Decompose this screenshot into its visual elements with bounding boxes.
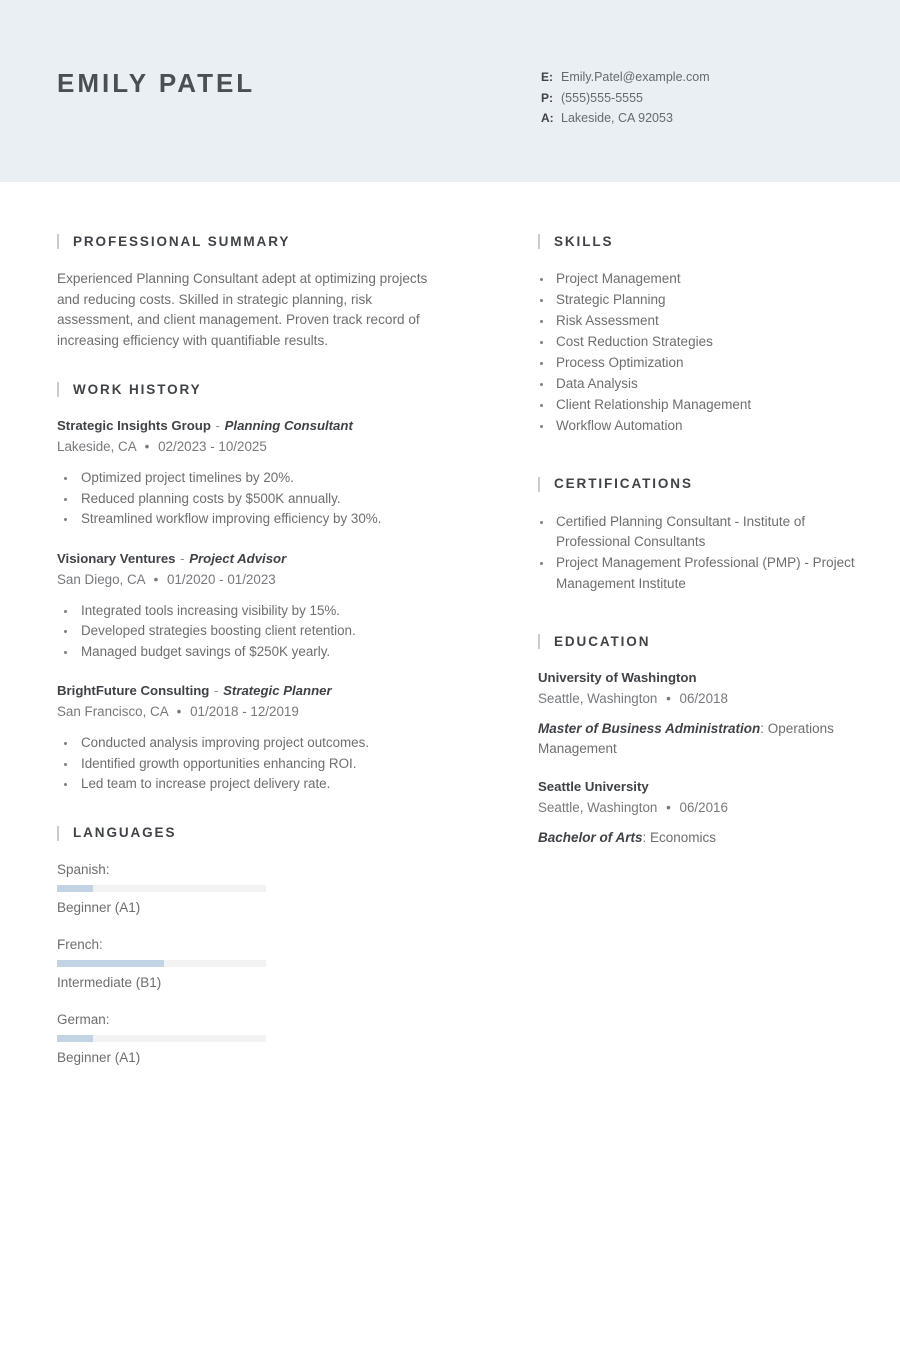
- education-item: [538, 669, 858, 759]
- list-item: Project Management Professional (PMP) - Project Management Institute: [538, 553, 858, 594]
- language-level: Beginner (A1): [57, 1049, 141, 1065]
- section-languages: [57, 826, 443, 1086]
- contact-label-email: E:: [541, 70, 553, 84]
- list-item: Developed strategies boosting client retention.: [57, 621, 443, 642]
- language-name: Spanish:: [57, 861, 110, 877]
- list-item: Identified growth opportunities enhancing ROI.: [57, 754, 443, 775]
- education-degree-line: [538, 719, 858, 759]
- list-item: Integrated tools increasing visibility by 15%.: [57, 601, 443, 622]
- candidate-name-block: [57, 70, 255, 96]
- section-certifications: [538, 477, 858, 595]
- list-item: Workflow Automation: [538, 416, 858, 437]
- job-bullet-list: [57, 468, 443, 530]
- bullet-separator-icon: •: [666, 800, 671, 815]
- contact-value-email[interactable]: Emily.Patel@example.com: [561, 70, 710, 84]
- list-item: Strategic Planning: [538, 290, 858, 311]
- section-title-work-history: WORK HISTORY: [73, 381, 202, 397]
- list-item: Process Optimization: [538, 353, 858, 374]
- contact-value-phone[interactable]: (555)555-5555: [561, 90, 644, 105]
- work-history-item: [57, 417, 443, 530]
- resume-header: [0, 0, 900, 182]
- job-company: BrightFuture Consulting: [57, 683, 210, 698]
- education-meta: [538, 798, 858, 817]
- accent-bar-icon: [57, 826, 59, 841]
- education-field: : Economics: [642, 830, 717, 845]
- accent-bar-icon: [57, 382, 59, 397]
- education-date: 06/2016: [679, 800, 728, 815]
- list-item: Managed budget savings of $250K yearly.: [57, 642, 443, 663]
- job-dates: 01/2018 - 12/2019: [190, 704, 299, 719]
- contact-row-phone: [541, 91, 710, 105]
- language-progress-fill: [57, 1035, 93, 1042]
- accent-bar-icon: [538, 477, 540, 492]
- job-meta: [57, 437, 443, 456]
- list-item: Reduced planning costs by $500K annually.: [57, 489, 443, 510]
- education-meta: [538, 689, 858, 708]
- section-work-history: [57, 382, 443, 795]
- job-title-line: [57, 550, 443, 568]
- accent-bar-icon: [538, 634, 540, 649]
- list-item: Conducted analysis improving project outcomes.: [57, 733, 443, 754]
- list-item: Certified Planning Consultant - Institute of Professional Consultants: [538, 512, 858, 553]
- contact-value-address: Lakeside, CA 92053: [561, 111, 673, 125]
- job-bullet-list: [57, 601, 443, 663]
- contact-row-email: [541, 70, 710, 84]
- section-professional-summary: [57, 234, 443, 351]
- work-history-item: [57, 550, 443, 663]
- list-item: Streamlined workflow improving efficiency by 30%.: [57, 509, 443, 530]
- section-title-education: EDUCATION: [554, 633, 651, 649]
- language-progress-track: [57, 960, 266, 967]
- section-heading-education: [538, 634, 858, 649]
- language-item-french: [57, 936, 285, 992]
- bullet-separator-icon: •: [144, 439, 150, 454]
- language-level: Intermediate (B1): [57, 974, 162, 990]
- list-item: Cost Reduction Strategies: [538, 332, 858, 353]
- job-company: Strategic Insights Group: [57, 418, 211, 433]
- language-name: French:: [57, 936, 103, 952]
- education-item: [538, 778, 858, 848]
- section-heading-skills: [538, 234, 858, 249]
- language-progress-fill: [57, 960, 164, 967]
- language-item-spanish: [57, 861, 285, 917]
- list-item: Data Analysis: [538, 374, 858, 395]
- list-item: Optimized project timelines by 20%.: [57, 468, 443, 489]
- accent-bar-icon: [538, 234, 540, 249]
- section-title-summary: PROFESSIONAL SUMMARY: [73, 233, 291, 249]
- bullet-separator-icon: •: [666, 691, 671, 706]
- job-role: Strategic Planner: [223, 683, 332, 698]
- section-title-certifications: CERTIFICATIONS: [554, 476, 693, 492]
- skills-list: [538, 269, 858, 437]
- contact-row-address: [541, 111, 710, 125]
- education-field: : Operations Management: [538, 721, 834, 756]
- contact-label-phone: P:: [541, 90, 553, 105]
- job-meta: [57, 702, 443, 721]
- certifications-list: [538, 512, 858, 595]
- job-bullet-list: [57, 733, 443, 795]
- work-history-item: [57, 682, 443, 795]
- left-column: [0, 182, 443, 1117]
- summary-text: Experienced Planning Consultant adept at optimizing projects and reducing costs. Skilled in strategic planning, risk assessment, and client management. Proven track record of increasing efficiency with quantifiable results.: [57, 271, 428, 348]
- job-dates: 01/2020 - 01/2023: [167, 571, 276, 587]
- resume-body: [0, 182, 900, 1117]
- education-school: University of Washington: [538, 670, 697, 685]
- section-education: [538, 634, 858, 848]
- accent-bar-icon: [57, 234, 59, 249]
- job-separator: -: [215, 418, 220, 433]
- contact-label-address: A:: [541, 111, 554, 125]
- bullet-separator-icon: •: [176, 704, 182, 719]
- list-item: Led team to increase project delivery rate.: [57, 774, 443, 795]
- section-title-skills: SKILLS: [554, 233, 614, 249]
- section-heading-languages: [57, 826, 443, 841]
- job-role: Project Advisor: [189, 550, 287, 566]
- education-degree-line: [538, 828, 858, 848]
- job-location: San Francisco, CA: [57, 704, 168, 719]
- job-meta: [57, 570, 443, 589]
- language-name: German:: [57, 1011, 110, 1027]
- language-item-german: [57, 1011, 285, 1067]
- section-skills: [538, 234, 858, 437]
- language-progress-track: [57, 885, 266, 892]
- section-heading-summary: [57, 234, 443, 249]
- job-separator: -: [180, 550, 185, 566]
- bullet-separator-icon: •: [153, 571, 159, 587]
- education-location: Seattle, Washington: [538, 691, 658, 706]
- section-title-languages: LANGUAGES: [73, 825, 177, 841]
- job-role: Planning Consultant: [224, 418, 353, 433]
- education-school: Seattle University: [538, 779, 649, 794]
- job-title-line: [57, 682, 443, 700]
- language-grid: [57, 861, 497, 1086]
- education-degree: Bachelor of Arts: [538, 830, 643, 845]
- page-title: EMILY PATEL: [57, 68, 256, 98]
- list-item: Client Relationship Management: [538, 395, 858, 416]
- language-level: Beginner (A1): [57, 899, 141, 915]
- contact-block: [541, 70, 710, 132]
- section-heading-certifications: [538, 477, 858, 492]
- job-separator: -: [214, 683, 219, 698]
- list-item: Risk Assessment: [538, 311, 858, 332]
- education-degree: Master of Business Administration: [538, 721, 761, 736]
- list-item: Project Management: [538, 269, 858, 290]
- language-progress-track: [57, 1035, 266, 1042]
- job-title-line: [57, 417, 443, 435]
- job-location: San Diego, CA: [57, 571, 145, 587]
- job-location: Lakeside, CA: [57, 439, 136, 454]
- section-heading-work-history: [57, 382, 443, 397]
- job-dates: 02/2023 - 10/2025: [158, 439, 267, 454]
- education-date: 06/2018: [679, 691, 728, 706]
- job-company: Visionary Ventures: [57, 550, 176, 566]
- language-progress-fill: [57, 885, 93, 892]
- right-column: [443, 182, 900, 1117]
- education-location: Seattle, Washington: [538, 800, 658, 815]
